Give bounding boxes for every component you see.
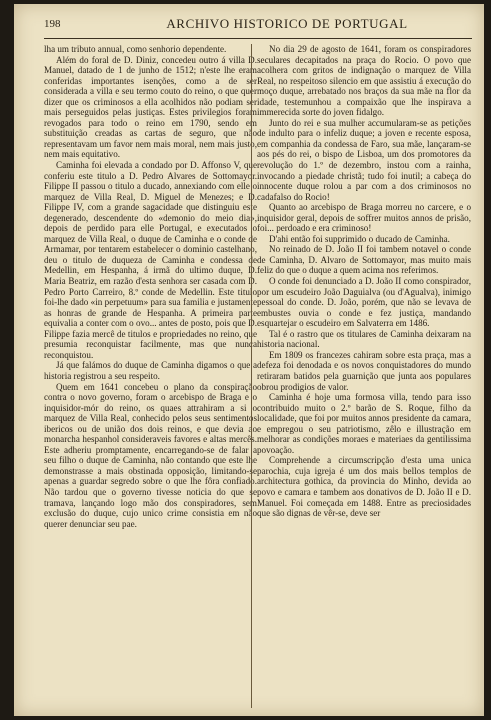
paragraph: No reinado de D. João II foi tambem notavel o conde de Caminha, D. Alvaro de Sottomayor, mas muito mais feliz do que o duque a quem acima nos referimos. <box>257 244 471 276</box>
left-column <box>44 44 257 712</box>
paragraph: Junto do rei e sua mulher accumularam-se as petições de indulto para o infeliz duque; a joven e recente esposa, em companhia da condessa de Faro, sua mãe, lançaram-se aos pés do rei, o bispo de Lisboa, um dos promotores da revolução do 1.º de dezembro, instou com a rainha, invocando a piedade christã; tudo foi inutil; a cabeça do innocente duque rolou a par com a dos criminosos no cadafalso do Rocio! <box>257 117 471 202</box>
paragraph: Além do foral de D. Diniz, concedeu outro á villa D. Manuel, datado de 1 de junho de 1512; n'este lhe eram conferidas importantes isenções, como a de ser considerada a villa e seu termo couto do reino, o que quer dizer que os criminosos a ella acolhidos não podiam ser mais perseguidos pelas justiças. Estes privilegios foram revogados para todo o reino em 1790, sendo em substituição creadas as cartas de seguro, que não representavam um favor nem mais moral, nem mais justo, nem mais equitativo. <box>44 54 257 160</box>
paragraph: No dia 29 de agosto de 1641, foram os conspiradores seculares decapitados na praça do Rocio. O povo que acolhera com gritos de indignação o marquez de Villa Real, no respeitoso silencio em que assistiu á execução do moço duque, arrebatado nos braços da sua mãe na flor da idade, testemunhou a compaixão que lhe inspirava a immerecida sorte do joven fidalgo. <box>257 44 471 118</box>
page-number: 198 <box>44 18 61 30</box>
paragraph: D'ahi então foi supprimido o ducado de Caminha. <box>269 233 450 244</box>
paragraph: lha um tributo annual, como senhorio dependente. <box>44 44 227 54</box>
paragraph: Caminha foi elevada a condado por D. Affonso V, que conferiu este titulo a D. Pedro Alvares de Sottomayor. Filippe II passou o titulo a ducado, annexiando com elle o marquez de Villa Real, D. Miguel de Menezes; e D. Filippe IV, com a grande sagacidade que distinguiu este degenerado, descendente do «demonio do meio dia», depois de perdido para elle Portugal, e executados o marquez de Villa Real, o duque de Caminha e o conde de Armamar, por tentarem estabelecer o dominio castelhano, deu o titulo de duqueza de Caminha e condessa de Medellin, em Hespanha, á irmã do ultimo duque, D. Maria Beatriz, em razão d'esta senhora ser casada com D. Pedro Porto Carreiro, 8.º conde de Medellin. Este titulo foi-lhe dado «in perpetuum» para sua familia e justamente as honras de grande de Hespanha. A primeira parte equivalia a conter com o ovo... antes de posto, pois que D. Filippe fazia mercê de titulos e propriedades no reino, que presumia reconquistar facilmente, mas que nunca reconquistou. <box>44 160 257 360</box>
paragraph: Quanto ao arcebispo de Braga morreu no carcere, e o inquisidor geral, depois de soffrer muitos annos de prisão, foi... perdoado e era criminoso! <box>257 202 471 234</box>
paragraph: Tal é o rastro que os titulares de Caminha deixaram na historia nacional. <box>257 328 471 350</box>
page-header <box>44 16 470 34</box>
paragraph: Quem em 1641 concebeu o plano da conspiração contra o novo governo, foram o arcebispo de Braga e o inquisidor-mór do reino, os quaes attrahiram a si o marquez de Villa Real, conhecido pelos seus sentimentos ibericos ou de união dos dois reinos, e que devia ao monarcha hespanhol consideraveis favores e altas mercês. Este adheriu promptamente, encarregando-se de falar a seu filho o duque de Caminha, não contando que este lhe demonstrasse a mais obstinada opposição, limitando-se apenas a guardar segredo sobre o que lhe fôra confiado. Não tardou que o governo tivesse noticia do que se tramava, lançando logo mão dos conspiradores, sem exclusão do duque, cujo unico crime consistia em não querer denunciar seu pae. <box>44 381 257 529</box>
paragraph: Caminha é hoje uma formosa villa, tendo para isso contribuido muito o 2.º barão de S. Roque, filho da localidade, que foi por muitos annos presidente da camara, e empregou o seu patriotismo, zêlo e illustração em melhorar as condições moraes e materiaes da gentilissima povoação. <box>257 392 471 455</box>
book-page <box>14 4 484 716</box>
column-divider <box>251 44 252 708</box>
right-column <box>257 44 471 712</box>
header-rule <box>44 38 472 39</box>
paragraph: Em 1809 os francezes cahiram sobre esta praça, mas a defeza foi denodada e os novos conquistadores do mundo retiraram batidos pela guarnição que junta aos populares obrou prodigios de valor. <box>257 349 471 392</box>
paragraph: Já que falámos do duque de Caminha digamos o que a historia registrou a seu respeito. <box>44 360 257 381</box>
running-title: ARCHIVO HISTORICO DE PORTUGAL <box>166 16 408 31</box>
paragraph: Comprehende a circumscripção d'esta uma unica parochia, cuja igreja é um dos mais bellos templos de architectura gothica, da provincia do Minho, devida ao povo e camara e tambem aos donativos de D. João II e D. Manuel. Foi começada em 1488. Entre as preciosidades que são dignas de vêr-se, deve ser <box>257 455 471 519</box>
paragraph: O conde foi denunciado a D. João II como conspirador, por um escudeiro João Daguialva (ou d'Agualva), inimigo pessoal do conde. D. João, porém, que não se levava de embustes ouvia o conde e fez justiça, mandando esquartejar o escudeiro em Salvaterra em 1486. <box>257 276 471 329</box>
